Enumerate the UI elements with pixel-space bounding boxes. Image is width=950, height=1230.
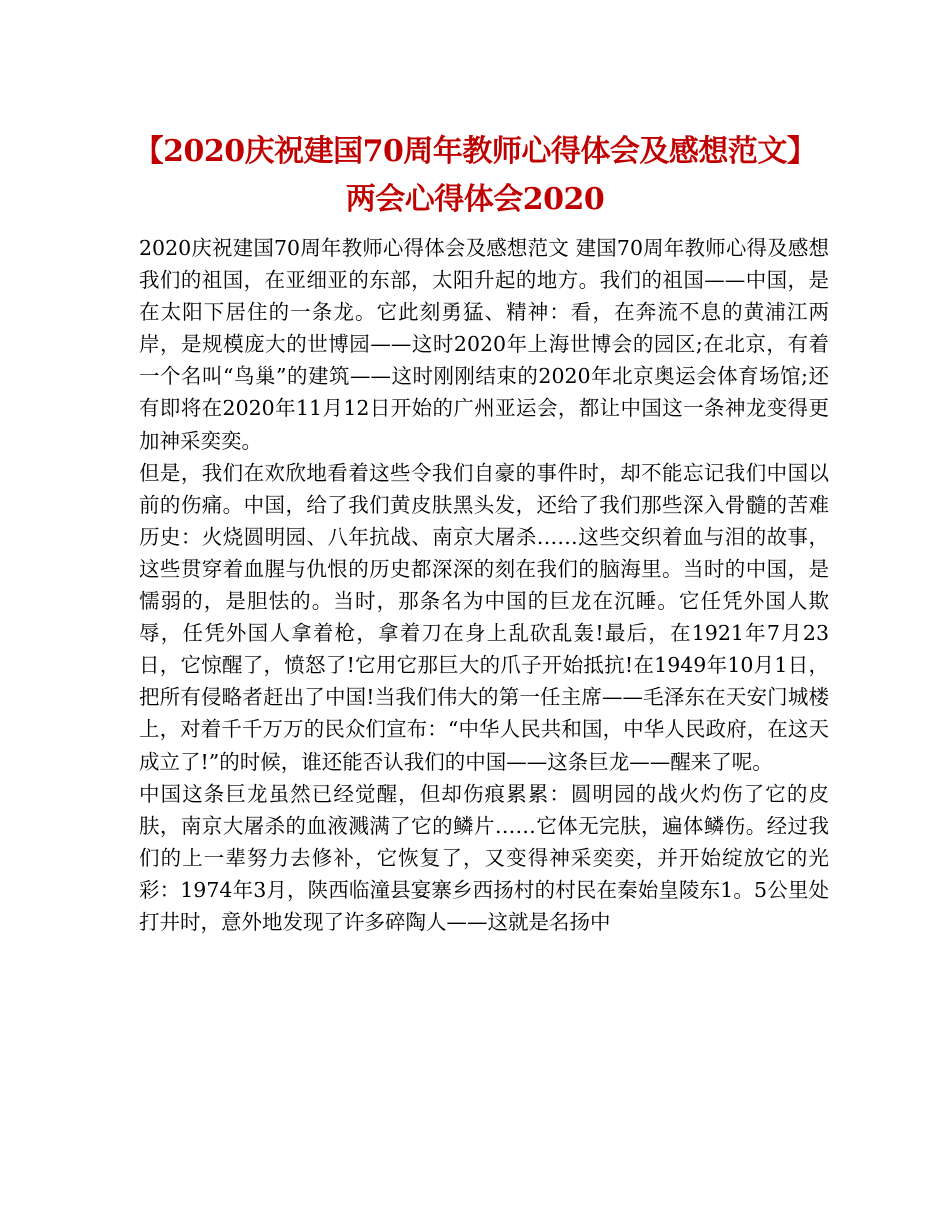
paragraph: 中国这条巨龙虽然已经觉醒，但却伤痕累累：圆明园的战火灼伤了它的皮肤，南京大屠杀的血液溅满了它的鳞片……它体无完肤，遍体鳞伤。经过我们的上一辈努力去修补，它恢复了，又变得神采奕奕，并开始绽放它的光彩：1974年3月，陕西临潼县宴寨乡西扬村的村民在秦始皇陵东1。5公里处打井时，意外地发现了许多碎陶人——这就是名扬中 bbox=[139, 781, 829, 934]
document-title: 【2020庆祝建国70周年教师心得体会及感想范文】两会心得体会2020 bbox=[133, 134, 817, 217]
paragraph: 2020庆祝建国70周年教师心得体会及感想范文 建国70周年教师心得及感想 我们的祖国，在亚细亚的东部，太阳升起的地方。我们的祖国——中国，是在太阳下居住的一条龙。它此刻勇猛、精神：看，在奔流不息的黄浦江两岸，是规模庞大的世博园——这时2020年上海世博会的园区;在北京，有着一个名叫“鸟巢”的建筑——这时刚刚结束的2020年北京奥运会体育场馆;还有即将在2020年11月12日开始的广州亚运会，都让中国这一条神龙变得更加神采奕奕。 bbox=[139, 236, 829, 453]
document-body bbox=[139, 232, 829, 938]
paragraph: 但是，我们在欢欣地看着这些令我们自豪的事件时，却不能忘记我们中国以前的伤痛。中国，给了我们黄皮肤黑头发，还给了我们那些深入骨髓的苦难历史：火烧圆明园、八年抗战、南京大屠杀……这些交织着血与泪的故事，这些贯穿着血腥与仇恨的历史都深深的刻在我们的脑海里。当时的中国，是懦弱的，是胆怯的。当时，那条名为中国的巨龙在沉睡。它任凭外国人欺辱，任凭外国人拿着枪，拿着刀在身上乱砍乱轰!最后，在1921年7月23日，它惊醒了，愤怒了!它用它那巨大的爪子开始抵抗!在1949年10月1日，把所有侵略者赶出了中国!当我们伟大的第一任主席——毛泽东在天安门城楼上，对着千千万万的民众们宣布：“中华人民共和国，中华人民政府，在这天成立了!”的时候，谁还能否认我们的中国——这条巨龙——醒来了呢。 bbox=[139, 460, 829, 774]
